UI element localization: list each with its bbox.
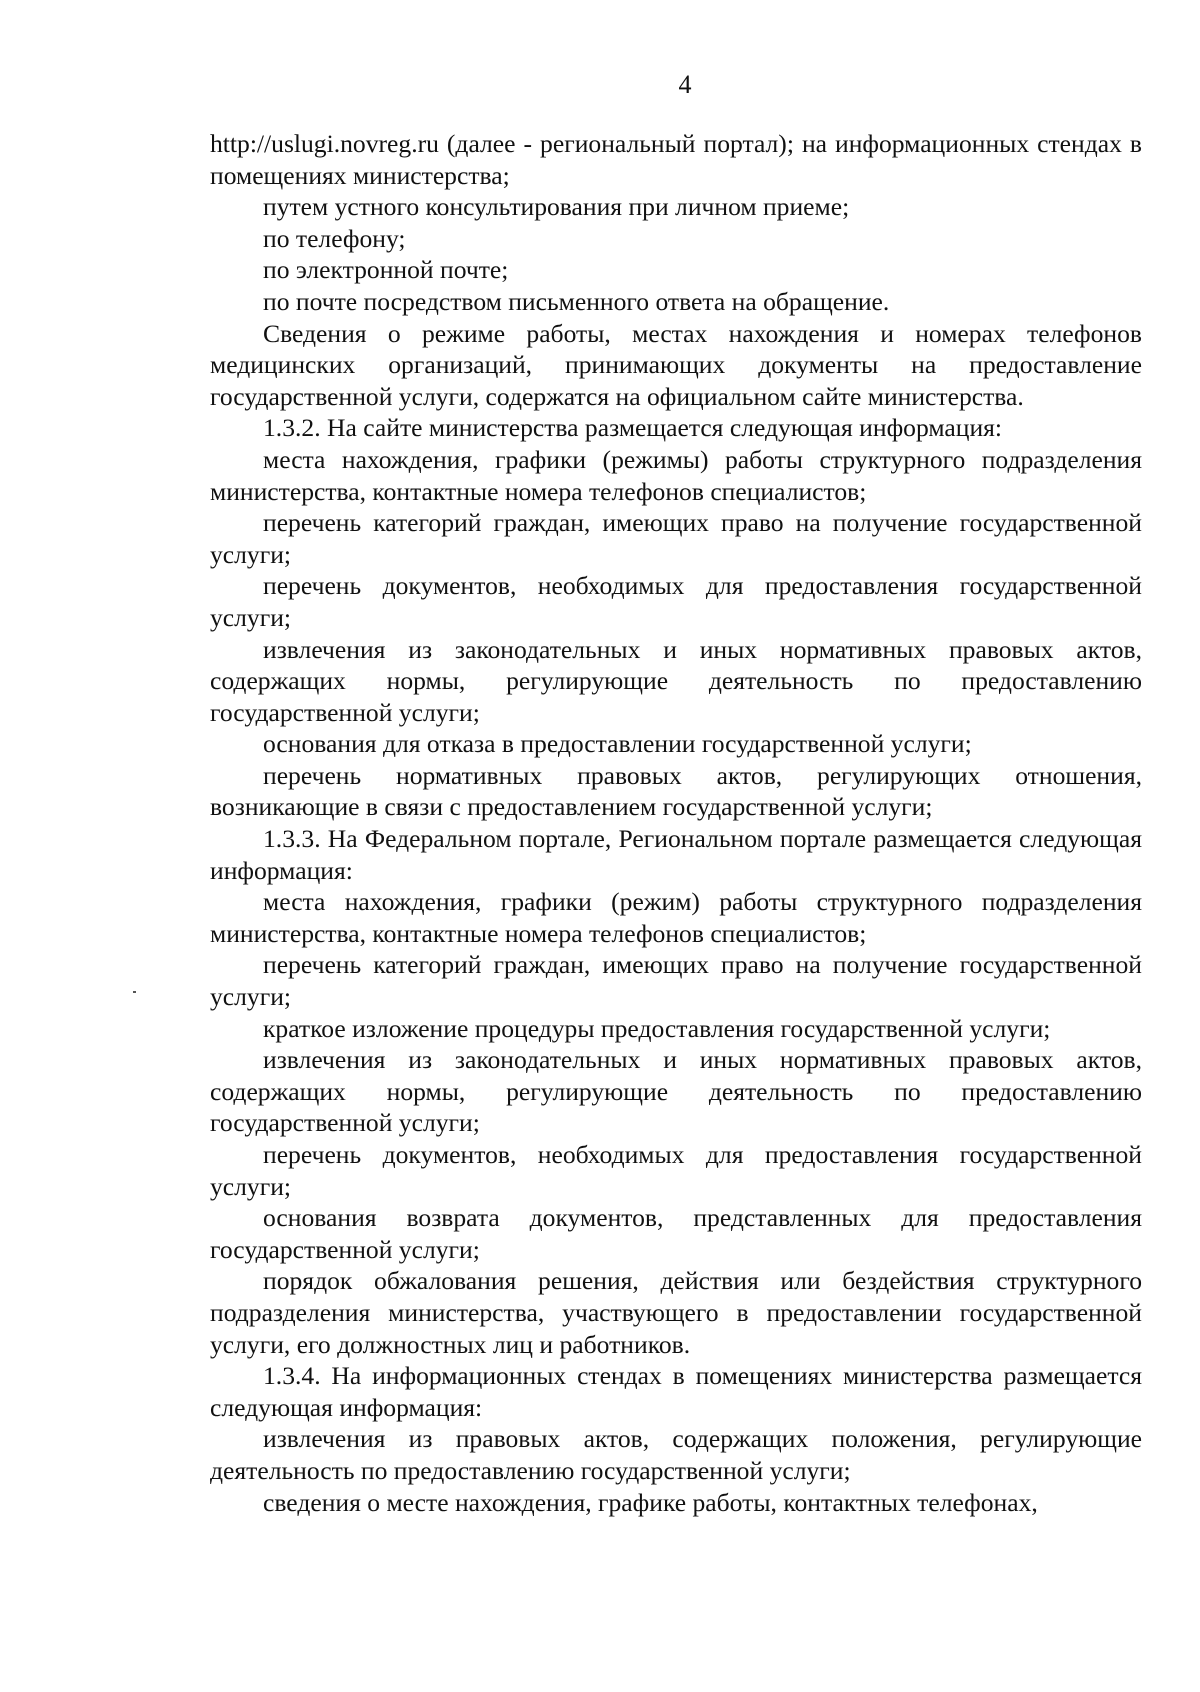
- paragraph: места нахождения, графики (режимы) работы структурного подразделения министерства, контактные номера телефонов специалистов;: [210, 444, 1142, 506]
- page-number: 4: [678, 70, 692, 99]
- paragraph: http://uslugi.novreg.ru (далее - региональный портал); на информационных стендах в помещениях министерства;: [210, 129, 1142, 190]
- paragraph: перечень документов, необходимых для предоставления государственной услуги;: [210, 1140, 1142, 1201]
- paragraph: 1.3.4. На информационных стендах в помещениях министерства размещается следующая информация:: [210, 1361, 1142, 1422]
- document-body: [210, 128, 1142, 1518]
- paragraph: перечень категорий граждан, имеющих право на получение государственной услуги;: [210, 950, 1142, 1012]
- paragraph: основания возврата документов, представленных для предоставления государственной услуги;: [210, 1203, 1142, 1264]
- paragraph: извлечения из законодательных и иных нормативных правовых актов, содержащих нормы, регулирующие деятельность по предоставлению государственной услуги;: [210, 634, 1142, 727]
- paragraph: порядок обжалования решения, действия или бездействия структурного подразделения министерства, участвующего в предоставлении государственной услуги, его должностных лиц и работников.: [210, 1266, 1142, 1359]
- paragraph: краткое изложение процедуры предоставления государственной услуги;: [263, 1013, 1051, 1043]
- paragraph: 1.3.3. На Федеральном портале, Региональном портале размещается следующая информация:: [210, 824, 1142, 885]
- paragraph: извлечения из законодательных и иных нормативных правовых актов, содержащих нормы, регулирующие деятельность по предоставлению государственной услуги;: [210, 1045, 1142, 1138]
- paragraph: по почте посредством письменного ответа на обращение.: [263, 286, 890, 316]
- paragraph: основания для отказа в предоставлении государственной услуги;: [263, 729, 972, 759]
- paragraph: места нахождения, графики (режим) работы структурного подразделения министерства, контактные номера телефонов специалистов;: [210, 887, 1142, 948]
- paragraph: по телефону;: [263, 223, 406, 253]
- paragraph: перечень категорий граждан, имеющих право на получение государственной услуги;: [210, 508, 1142, 569]
- paragraph: извлечения из правовых актов, содержащих положения, регулирующие деятельность по предоставлению государственной услуги;: [210, 1424, 1142, 1485]
- paragraph: по электронной почте;: [263, 255, 509, 285]
- paragraph: путем устного консультирования при личном приеме;: [263, 192, 850, 222]
- margin-mark: [133, 991, 136, 993]
- paragraph: 1.3.2. На сайте министерства размещается следующая информация:: [263, 413, 1003, 443]
- paragraph: перечень документов, необходимых для предоставления государственной услуги;: [210, 571, 1142, 632]
- paragraph: Сведения о режиме работы, местах нахождения и номерах телефонов медицинских организаций, принимающих документы на предоставление государственной услуги, содержатся на официальном сайте министерства.: [210, 318, 1142, 411]
- paragraph: перечень нормативных правовых актов, регулирующих отношения, возникающие в связи с предоставлением государственной услуги;: [210, 760, 1142, 822]
- paragraph: сведения о месте нахождения, графике работы, контактных телефонах,: [263, 1487, 1038, 1517]
